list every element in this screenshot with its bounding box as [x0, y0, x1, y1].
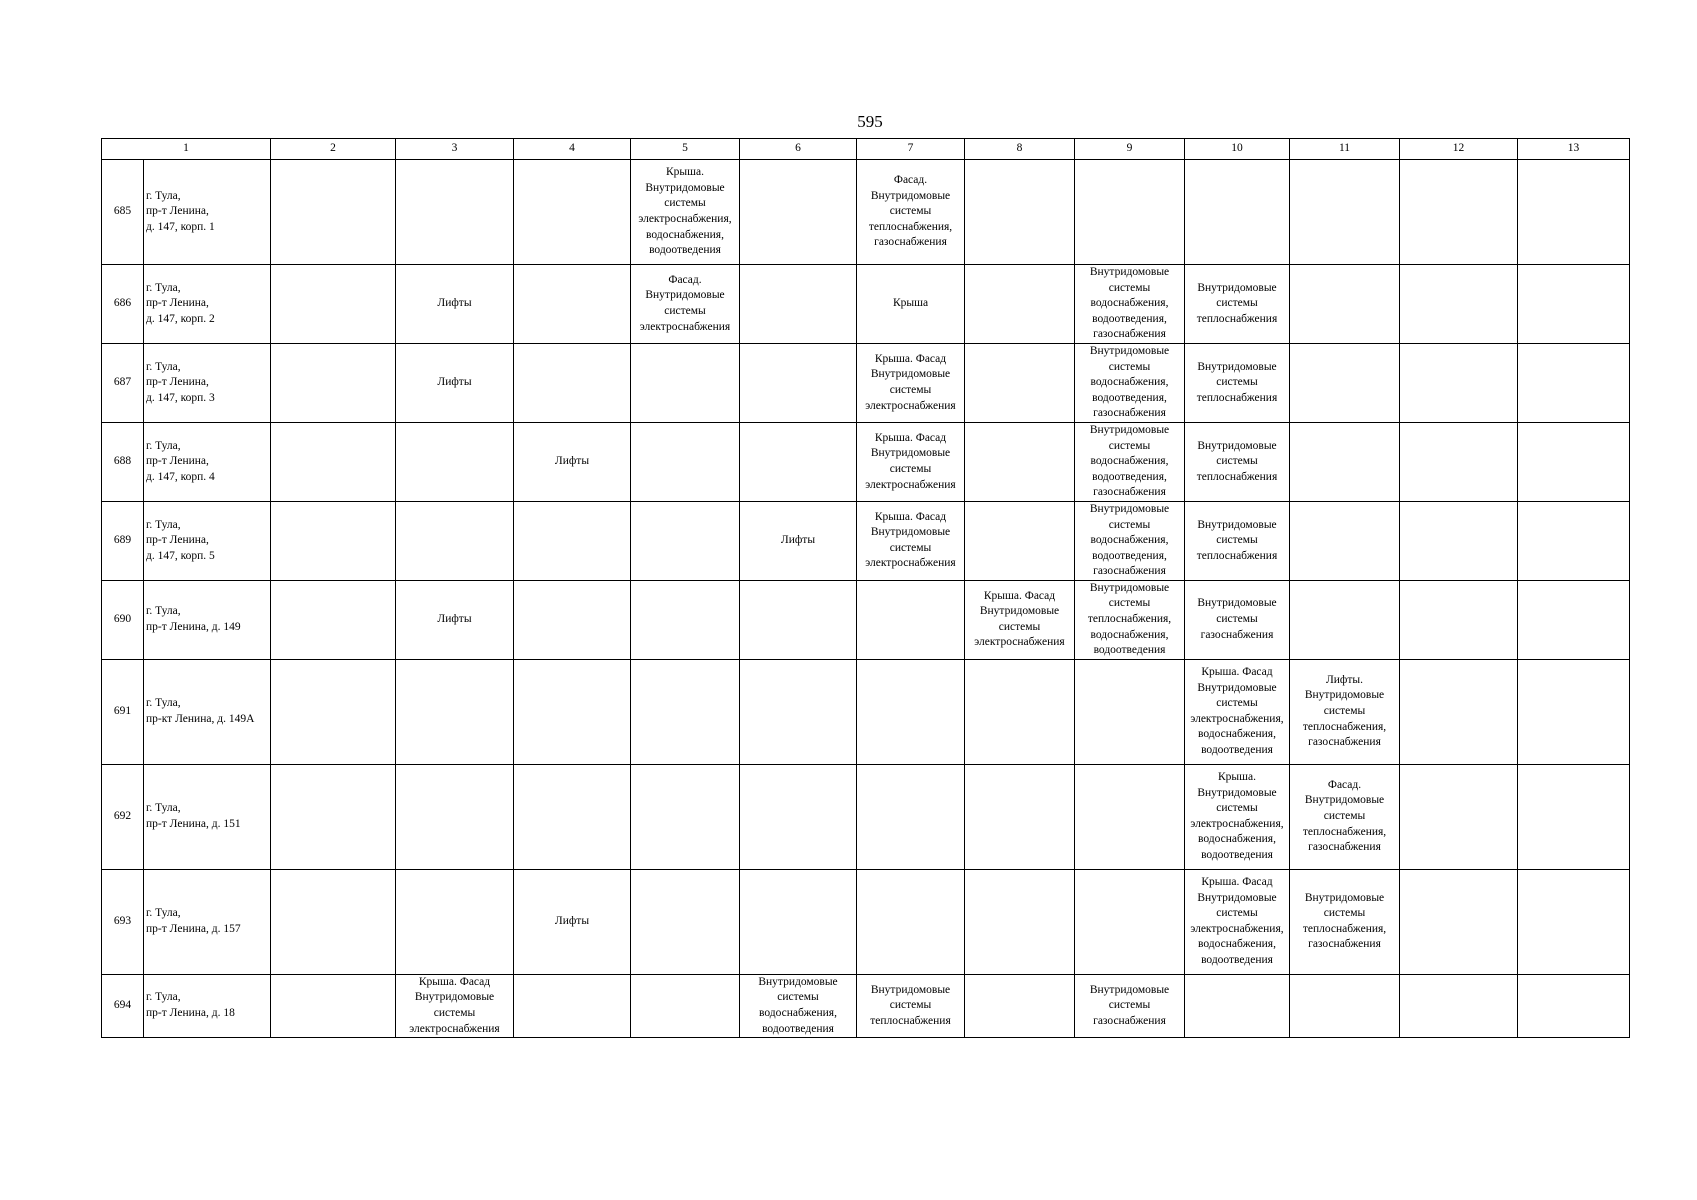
work-cell-col-11 — [1290, 764, 1400, 869]
work-cell-col-3 — [396, 422, 514, 501]
table-row — [102, 343, 1630, 422]
work-cell-col-13 — [1518, 869, 1630, 974]
work-cell-col-10 — [1185, 659, 1290, 764]
work-text: Лифты — [780, 534, 816, 547]
work-text: Внутридомовые системы теплоснабжения — [1196, 439, 1278, 483]
work-cell-col-9 — [1075, 501, 1185, 580]
work-text: Внутридомовые системы теплоснабжения — [1196, 281, 1278, 325]
work-text: Крыша. Фасад Внутридомовые системы электроснабжения — [865, 431, 956, 491]
address-cell — [144, 869, 271, 974]
work-text: Крыша. Фасад Внутридомовые системы электроснабжения — [865, 352, 956, 412]
work-cell-col-13 — [1518, 422, 1630, 501]
work-cell-col-11 — [1290, 659, 1400, 764]
work-text: Внутридомовые системы водоснабжения, водоотведения — [758, 975, 838, 1035]
work-cell-col-6 — [740, 869, 857, 974]
work-cell-col-10 — [1185, 501, 1290, 580]
work-text: Фасад. Внутридомовые системы электроснабжения — [639, 273, 731, 333]
work-cell-col-6 — [740, 501, 857, 580]
work-text: Внутридомовые системы водоснабжения, водоотведения, газоснабжения — [1089, 423, 1170, 499]
work-cell-col-8 — [965, 501, 1075, 580]
work-cell-col-11 — [1290, 869, 1400, 974]
address-cell — [144, 580, 271, 659]
work-text: Внутридомовые системы теплоснабжения — [1196, 518, 1278, 562]
table-row — [102, 422, 1630, 501]
column-header: 12 — [1400, 139, 1518, 160]
work-cell-col-2 — [271, 265, 396, 344]
work-cell-col-7 — [857, 160, 965, 265]
table-row — [102, 869, 1630, 974]
work-cell-col-3 — [396, 580, 514, 659]
work-cell-col-10 — [1185, 764, 1290, 869]
work-cell-col-9 — [1075, 974, 1185, 1037]
work-text: Внутридомовые системы теплоснабжения, газоснабжения — [1302, 891, 1387, 951]
work-cell-col-4 — [514, 580, 631, 659]
column-header: 5 — [631, 139, 740, 160]
work-cell-col-2 — [271, 501, 396, 580]
work-cell-col-3 — [396, 343, 514, 422]
page-number: 595 — [857, 112, 883, 131]
work-cell-col-9 — [1075, 265, 1185, 344]
column-header: 7 — [857, 139, 965, 160]
work-cell-col-3 — [396, 501, 514, 580]
work-cell-col-12 — [1400, 974, 1518, 1037]
work-cell-col-4 — [514, 343, 631, 422]
row-number: 689 — [102, 501, 144, 580]
work-cell-col-13 — [1518, 343, 1630, 422]
work-text: Внутридомовые системы теплоснабжения — [1196, 360, 1278, 404]
work-text: Лифты — [437, 613, 472, 626]
work-cell-col-8 — [965, 764, 1075, 869]
work-cell-col-4 — [514, 160, 631, 265]
work-cell-col-10 — [1185, 974, 1290, 1037]
address-cell — [144, 501, 271, 580]
work-cell-col-8 — [965, 160, 1075, 265]
row-number: 693 — [102, 869, 144, 974]
work-cell-col-4 — [514, 974, 631, 1037]
address-cell — [144, 659, 271, 764]
table-row — [102, 580, 1630, 659]
column-header: 10 — [1185, 139, 1290, 160]
work-cell-col-11 — [1290, 422, 1400, 501]
work-text: Крыша. Фасад Внутридомовые системы электроснабжения — [409, 975, 500, 1035]
table-row — [102, 160, 1630, 265]
work-cell-col-10 — [1185, 580, 1290, 659]
work-cell-col-6 — [740, 160, 857, 265]
address-cell — [144, 265, 271, 344]
work-cell-col-5 — [631, 869, 740, 974]
work-text: Лифты — [437, 376, 472, 389]
work-cell-col-13 — [1518, 580, 1630, 659]
repair-schedule-table — [101, 138, 1630, 1038]
work-cell-col-7 — [857, 764, 965, 869]
address-text: г. Тула, пр-кт Ленина, д. 149А — [146, 697, 255, 725]
work-cell-col-9 — [1075, 659, 1185, 764]
work-cell-col-3 — [396, 764, 514, 869]
work-cell-col-3 — [396, 160, 514, 265]
work-cell-col-13 — [1518, 501, 1630, 580]
row-number: 686 — [102, 265, 144, 344]
work-cell-col-10 — [1185, 869, 1290, 974]
work-cell-col-4 — [514, 869, 631, 974]
row-number: 685 — [102, 160, 144, 265]
column-header: 11 — [1290, 139, 1400, 160]
work-cell-col-12 — [1400, 422, 1518, 501]
work-cell-col-3 — [396, 869, 514, 974]
work-text: Внутридомовые системы теплоснабжения — [870, 983, 951, 1027]
work-cell-col-12 — [1400, 265, 1518, 344]
work-cell-col-9 — [1075, 160, 1185, 265]
address-text: г. Тула, пр-т Ленина, д. 147, корп. 5 — [146, 518, 215, 562]
work-cell-col-6 — [740, 764, 857, 869]
work-cell-col-3 — [396, 265, 514, 344]
work-text: Крыша — [892, 297, 929, 310]
table-body — [102, 160, 1630, 1038]
work-cell-col-4 — [514, 422, 631, 501]
work-cell-col-11 — [1290, 974, 1400, 1037]
work-cell-col-8 — [965, 422, 1075, 501]
work-cell-col-9 — [1075, 580, 1185, 659]
work-cell-col-2 — [271, 580, 396, 659]
work-cell-col-12 — [1400, 343, 1518, 422]
work-text: Фасад. Внутридомовые системы теплоснабжения, газоснабжения — [868, 174, 953, 249]
work-cell-col-10 — [1185, 343, 1290, 422]
work-cell-col-4 — [514, 764, 631, 869]
row-number: 692 — [102, 764, 144, 869]
work-cell-col-9 — [1075, 764, 1185, 869]
work-cell-col-8 — [965, 659, 1075, 764]
work-cell-col-7 — [857, 343, 965, 422]
column-header: 6 — [740, 139, 857, 160]
work-text: Крыша. Внутридомовые системы электроснабжения, водоснабжения, водоотведения — [638, 166, 732, 257]
work-cell-col-5 — [631, 501, 740, 580]
work-text: Внутридомовые системы газоснабжения — [1197, 597, 1277, 641]
work-cell-col-4 — [514, 265, 631, 344]
work-cell-col-11 — [1290, 501, 1400, 580]
work-cell-col-4 — [514, 659, 631, 764]
work-cell-col-12 — [1400, 869, 1518, 974]
work-text: Фасад. Внутридомовые системы теплоснабжения, газоснабжения — [1302, 778, 1387, 854]
work-text: Лифты — [554, 455, 590, 468]
work-cell-col-9 — [1075, 422, 1185, 501]
work-cell-col-11 — [1290, 343, 1400, 422]
work-cell-col-11 — [1290, 160, 1400, 265]
address-cell — [144, 343, 271, 422]
work-cell-col-13 — [1518, 659, 1630, 764]
work-cell-col-6 — [740, 422, 857, 501]
work-text: Лифты — [554, 915, 590, 928]
column-header: 4 — [514, 139, 631, 160]
work-cell-col-13 — [1518, 160, 1630, 265]
work-cell-col-10 — [1185, 265, 1290, 344]
work-cell-col-8 — [965, 265, 1075, 344]
row-number: 687 — [102, 343, 144, 422]
work-text: Лифты. Внутридомовые системы теплоснабжения, газоснабжения — [1302, 673, 1387, 749]
work-text: Крыша. Фасад Внутридомовые системы электроснабжения — [974, 589, 1065, 649]
work-cell-col-13 — [1518, 764, 1630, 869]
address-cell — [144, 764, 271, 869]
work-cell-col-3 — [396, 659, 514, 764]
address-cell — [144, 422, 271, 501]
work-cell-col-2 — [271, 160, 396, 265]
work-cell-col-2 — [271, 343, 396, 422]
work-cell-col-7 — [857, 580, 965, 659]
work-cell-col-2 — [271, 422, 396, 501]
work-cell-col-5 — [631, 422, 740, 501]
table-row — [102, 501, 1630, 580]
work-cell-col-8 — [965, 869, 1075, 974]
work-cell-col-12 — [1400, 501, 1518, 580]
address-text: г. Тула, пр-т Ленина, д. 151 — [146, 802, 241, 830]
column-header: 3 — [396, 139, 514, 160]
work-cell-col-5 — [631, 580, 740, 659]
column-header: 8 — [965, 139, 1075, 160]
column-header: 2 — [271, 139, 396, 160]
work-cell-col-3 — [396, 974, 514, 1037]
work-cell-col-9 — [1075, 343, 1185, 422]
work-cell-col-12 — [1400, 160, 1518, 265]
work-cell-col-5 — [631, 974, 740, 1037]
work-cell-col-6 — [740, 343, 857, 422]
address-cell — [144, 160, 271, 265]
work-cell-col-7 — [857, 265, 965, 344]
work-cell-col-2 — [271, 974, 396, 1037]
work-text: Крыша. Фасад Внутридомовые системы электроснабжения, водоснабжения, водоотведения — [1190, 876, 1284, 967]
work-cell-col-13 — [1518, 265, 1630, 344]
table-row — [102, 659, 1630, 764]
work-cell-col-8 — [965, 580, 1075, 659]
table-row — [102, 265, 1630, 344]
work-cell-col-13 — [1518, 974, 1630, 1037]
work-cell-col-7 — [857, 422, 965, 501]
header-row — [102, 139, 1630, 160]
work-cell-col-7 — [857, 974, 965, 1037]
work-text: Внутридомовые системы водоснабжения, водоотведения, газоснабжения — [1089, 344, 1170, 420]
work-cell-col-2 — [271, 659, 396, 764]
work-cell-col-2 — [271, 764, 396, 869]
column-header: 1 — [102, 139, 271, 160]
work-cell-col-2 — [271, 869, 396, 974]
work-text: Лифты — [437, 297, 472, 310]
row-number: 688 — [102, 422, 144, 501]
work-text: Крыша. Фасад Внутридомовые системы электроснабжения — [865, 510, 956, 570]
work-cell-col-4 — [514, 501, 631, 580]
work-cell-col-9 — [1075, 869, 1185, 974]
work-text: Крыша. Фасад Внутридомовые системы электроснабжения, водоснабжения, водоотведения — [1190, 666, 1284, 757]
work-text: Внутридомовые системы газоснабжения — [1089, 983, 1170, 1027]
work-text: Внутридомовые системы водоснабжения, водоотведения, газоснабжения — [1089, 266, 1170, 341]
work-text: Внутридомовые системы теплоснабжения, водоснабжения, водоотведения — [1087, 581, 1172, 657]
table-row — [102, 764, 1630, 869]
work-cell-col-5 — [631, 659, 740, 764]
address-text: г. Тула, пр-т Ленина, д. 147, корп. 1 — [146, 189, 215, 233]
address-text: г. Тула, пр-т Ленина, д. 147, корп. 2 — [146, 281, 215, 325]
work-cell-col-10 — [1185, 422, 1290, 501]
address-text: г. Тула, пр-т Ленина, д. 147, корп. 3 — [146, 360, 215, 404]
work-cell-col-6 — [740, 265, 857, 344]
address-text: г. Тула, пр-т Ленина, д. 147, корп. 4 — [146, 439, 215, 483]
work-cell-col-11 — [1290, 265, 1400, 344]
work-text: Крыша. Внутридомовые системы электроснабжения, водоснабжения, водоотведения — [1190, 771, 1284, 862]
work-cell-col-6 — [740, 974, 857, 1037]
work-cell-col-5 — [631, 160, 740, 265]
work-cell-col-12 — [1400, 764, 1518, 869]
address-text: г. Тула, пр-т Ленина, д. 149 — [146, 605, 241, 633]
row-number: 690 — [102, 580, 144, 659]
work-cell-col-5 — [631, 343, 740, 422]
address-text: г. Тула, пр-т Ленина, д. 157 — [146, 907, 241, 935]
work-cell-col-10 — [1185, 160, 1290, 265]
work-text: Внутридомовые системы водоснабжения, водоотведения, газоснабжения — [1089, 502, 1170, 578]
column-header: 13 — [1518, 139, 1630, 160]
work-cell-col-11 — [1290, 580, 1400, 659]
address-cell — [144, 974, 271, 1037]
work-cell-col-7 — [857, 869, 965, 974]
work-cell-col-8 — [965, 343, 1075, 422]
work-cell-col-12 — [1400, 659, 1518, 764]
work-cell-col-5 — [631, 265, 740, 344]
row-number: 691 — [102, 659, 144, 764]
column-header: 9 — [1075, 139, 1185, 160]
work-cell-col-7 — [857, 659, 965, 764]
work-cell-col-12 — [1400, 580, 1518, 659]
table-row — [102, 974, 1630, 1037]
work-cell-col-6 — [740, 580, 857, 659]
work-cell-col-5 — [631, 764, 740, 869]
work-cell-col-7 — [857, 501, 965, 580]
work-cell-col-6 — [740, 659, 857, 764]
address-text: г. Тула, пр-т Ленина, д. 18 — [146, 991, 235, 1020]
work-cell-col-8 — [965, 974, 1075, 1037]
row-number: 694 — [102, 974, 144, 1037]
